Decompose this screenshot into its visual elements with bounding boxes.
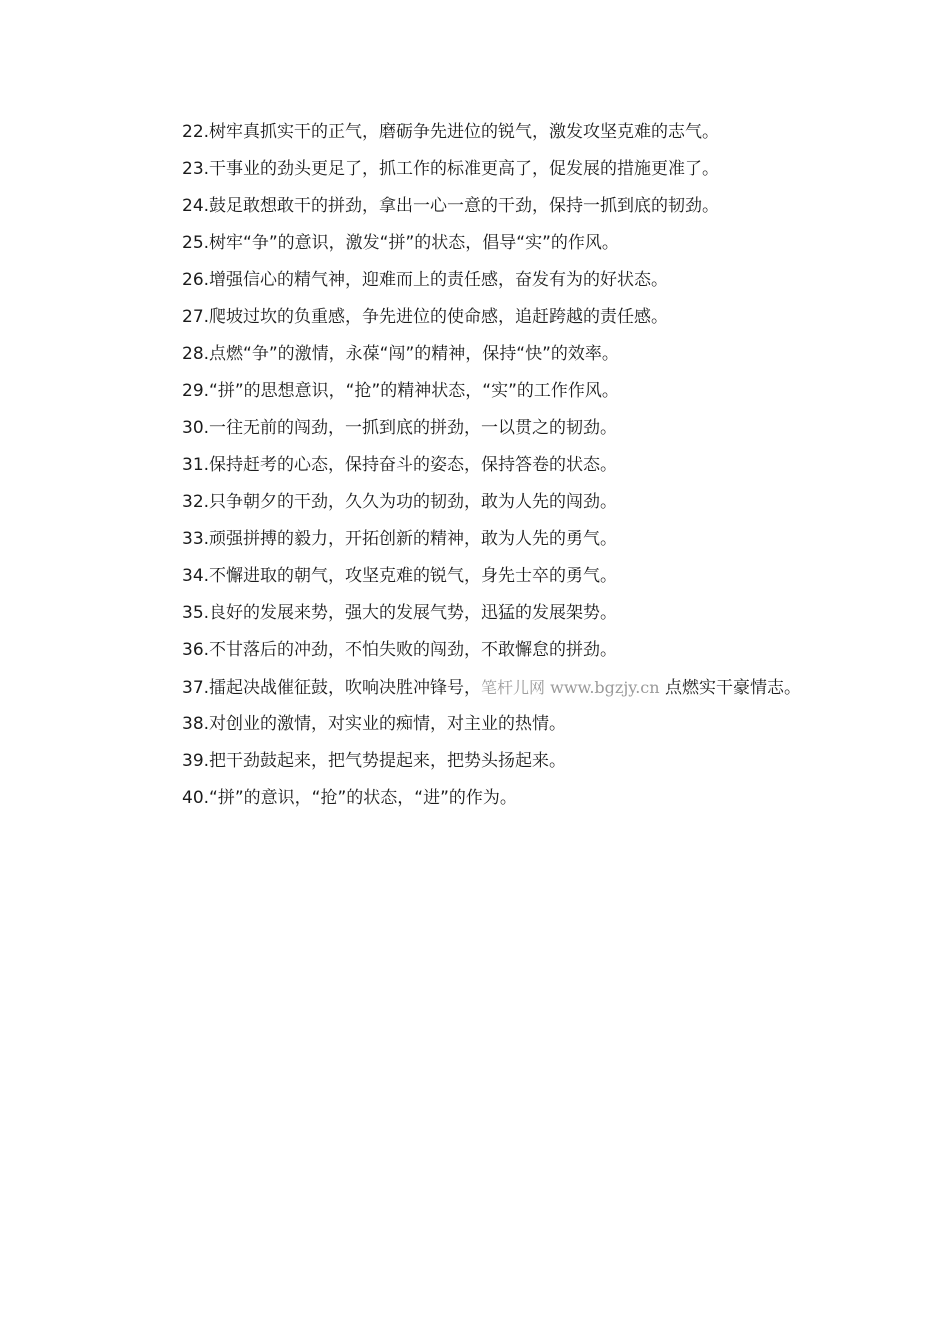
list-item bbox=[144, 675, 816, 701]
list-item: 33.顽强拼搏的毅力，开拓创新的精神，敢为人先的勇气。 bbox=[182, 529, 618, 549]
list-item: 40.“拼”的意识，“抢”的状态，“进”的作为。 bbox=[182, 788, 517, 808]
list-item-text: 37.擂起决战催征鼓，吹响决胜冲锋号， bbox=[182, 678, 482, 698]
list-item: 38.对创业的激情，对实业的痴情，对主业的热情。 bbox=[182, 714, 567, 734]
list-item: 24.鼓足敢想敢干的拼劲，拿出一心一意的干劲，保持一抓到底的韧劲。 bbox=[182, 196, 720, 216]
list-item: 22.树牢真抓实干的正气，磨砺争先进位的锐气，激发攻坚克难的志气。 bbox=[182, 122, 720, 142]
list-item: 32.只争朝夕的干劲，久久为功的韧劲，敢为人先的闯劲。 bbox=[182, 492, 618, 512]
document-body bbox=[144, 120, 816, 823]
list-item: 36.不甘落后的冲劲，不怕失败的闯劲，不敢懈怠的拼劲。 bbox=[182, 640, 618, 660]
list-item: 35.良好的发展来势，强大的发展气势，迅猛的发展架势。 bbox=[182, 603, 618, 623]
list-item: 29.“拼”的思想意识，“抢”的精神状态，“实”的工作作风。 bbox=[182, 381, 619, 401]
list-item: 34.不懈进取的朝气，攻坚克难的锐气，身先士卒的勇气。 bbox=[182, 566, 618, 586]
list-item: 25.树牢“争”的意识，激发“拼”的状态，倡导“实”的作风。 bbox=[182, 233, 619, 253]
list-item: 23.干事业的劲头更足了，抓工作的标准更高了，促发展的措施更准了。 bbox=[182, 159, 720, 179]
list-item: 28.点燃“争”的激情，永葆“闯”的精神，保持“快”的效率。 bbox=[182, 344, 619, 364]
list-item-text: 点燃实干豪情志。 bbox=[659, 678, 801, 698]
list-item: 27.爬坡过坎的负重感，争先进位的使命感，追赶跨越的责任感。 bbox=[182, 307, 669, 327]
list-item: 39.把干劲鼓起来，把气势提起来，把势头扬起来。 bbox=[182, 751, 567, 771]
list-item: 30.一往无前的闯劲，一抓到底的拼劲，一以贯之的韧劲。 bbox=[182, 418, 618, 438]
list-item: 31.保持赶考的心态，保持奋斗的姿态，保持答卷的状态。 bbox=[182, 455, 618, 475]
list-item: 26.增强信心的精气神，迎难而上的责任感，奋发有为的好状态。 bbox=[182, 270, 669, 290]
watermark-text: 笔杆儿网 www.bgzjy.cn bbox=[481, 678, 660, 697]
